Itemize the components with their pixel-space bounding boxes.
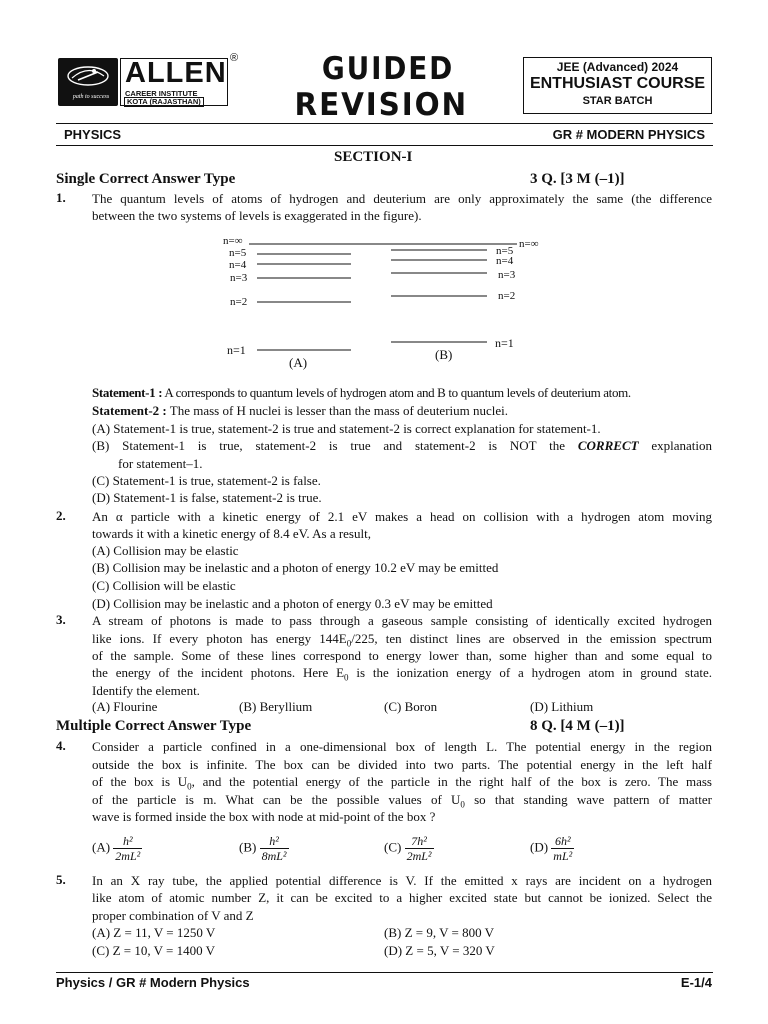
q1-statement1 bbox=[92, 384, 712, 402]
q4-line3-sub: 0 bbox=[187, 781, 192, 792]
multiple-correct-marks: 8 Q. [4 M (–1)] bbox=[530, 718, 625, 734]
footer-left: Physics / GR # Modern Physics bbox=[56, 975, 250, 990]
logo-wordmark bbox=[120, 58, 228, 106]
logo-emblem-icon bbox=[58, 58, 118, 106]
right-label-n3: n=3 bbox=[498, 269, 516, 281]
right-label-ninf: n=∞ bbox=[519, 238, 539, 250]
title-revision: REVISION bbox=[294, 87, 469, 123]
fraction-numerator: 6h² bbox=[551, 834, 574, 849]
q4-option-a bbox=[92, 834, 142, 863]
q3-line2-sub: 0 bbox=[346, 638, 352, 649]
q4-option-d bbox=[530, 834, 574, 863]
q5-number: 5. bbox=[56, 872, 66, 887]
q1-number: 1. bbox=[56, 190, 66, 205]
q4-text-line5: wave is formed inside the box with node at mid-point of the box ? bbox=[92, 809, 436, 824]
q1-text-line2: between the two systems of levels is exaggerated in the figure). bbox=[92, 208, 422, 223]
q3-line4-part2: is the ionization energy of a hydrogen atom in ground state. bbox=[348, 665, 712, 680]
statement1-label: Statement-1 : bbox=[92, 385, 163, 400]
q5-text-line3: proper combination of V and Z bbox=[92, 908, 254, 923]
header-rule-bottom bbox=[56, 145, 713, 146]
q4-option-a-fraction bbox=[113, 834, 142, 863]
logo-name: ALLEN bbox=[125, 57, 227, 89]
q4-text-line1: Consider a particle confined in a one-dimensional box of length L. The potential energy in the region bbox=[92, 739, 712, 754]
q4-option-b bbox=[239, 834, 289, 863]
logo-location: KOTA (RAJASTHAN) bbox=[124, 97, 204, 107]
footer-rule bbox=[56, 972, 713, 973]
left-label-n1: n=1 bbox=[227, 343, 246, 357]
left-label-n5: n=5 bbox=[229, 247, 247, 259]
q1-statement2 bbox=[92, 402, 712, 420]
q4-text-line2: outside the box is infinite. The box can be divided into two parts. The potential energy in the left half bbox=[92, 757, 712, 772]
figure-caption-a: (A) bbox=[289, 355, 308, 370]
fraction-denominator: 2mL² bbox=[406, 849, 432, 863]
subject-label: PHYSICS bbox=[64, 127, 122, 142]
q4-option-c bbox=[384, 834, 434, 863]
q1-option-d: (D) Statement-1 is false, statement-2 is true. bbox=[92, 490, 322, 505]
q1-option-b-pre: (B) Statement-1 is true, statement-2 is true and statement-2 is NOT the bbox=[92, 438, 566, 453]
course-box bbox=[523, 57, 712, 114]
q4-option-a-label: (A) bbox=[92, 839, 111, 855]
q5-option-a: (A) Z = 11, V = 1250 V bbox=[92, 925, 216, 940]
footer-page: E-1/4 bbox=[680, 975, 712, 990]
q2-option-b: (B) Collision may be inelastic and a photon of energy 10.2 eV may be emitted bbox=[92, 560, 499, 575]
q2-option-c: (C) Collision will be elastic bbox=[92, 578, 236, 593]
q3-line2-part1: like ions. If every photon has energy 144E bbox=[92, 631, 347, 646]
q3-text-line3: of the sample. Some of these lines correspond to energy lower than, some higher than and some equal to bbox=[92, 648, 712, 663]
left-label-ninf: n=∞ bbox=[223, 235, 243, 247]
q3-text-line1: A stream of photons is made to pass through a gaseous sample consisting of identically excited hydrogen bbox=[92, 613, 712, 628]
section-title: SECTION-I bbox=[334, 149, 413, 165]
q1-option-b-emphasis: CORRECT bbox=[577, 438, 639, 453]
right-label-n4: n=4 bbox=[496, 255, 514, 267]
allen-logo bbox=[56, 52, 239, 108]
logo-tagline: path to success bbox=[72, 94, 110, 100]
q3-option-c: (C) Boron bbox=[384, 699, 438, 714]
course-exam: JEE (Advanced) 2024 bbox=[556, 60, 679, 74]
q2-option-d: (D) Collision may be inelastic and a photon of energy 0.3 eV may be emitted bbox=[92, 596, 493, 611]
q3-line2-part2: /225, ten distinct lines are observed in the emission spectrum bbox=[351, 631, 712, 646]
q2-text-line1: An α particle with a kinetic energy of 2.1 eV makes a head on collision with a hydrogen atom moving bbox=[92, 509, 712, 524]
q3-number: 3. bbox=[56, 612, 66, 627]
q4-option-b-label: (B) bbox=[239, 839, 257, 855]
fraction-denominator: mL² bbox=[553, 849, 573, 863]
right-label-n2: n=2 bbox=[498, 290, 516, 302]
q3-line4-sub: 0 bbox=[344, 672, 349, 683]
course-batch: STAR BATCH bbox=[582, 95, 653, 107]
q5-option-d: (D) Z = 5, V = 320 V bbox=[384, 943, 495, 958]
q3-line4-part1: the energy of the incident photons. Here E bbox=[92, 665, 345, 680]
q5-text-line2: like atom of atomic number Z, it can be excited to a higher excited state but cannot be ionized. Select the bbox=[92, 890, 712, 905]
left-label-n3: n=3 bbox=[230, 272, 248, 284]
q4-line3-part2: , and the potential energy of the particle in the right half of the box is zero. The mass bbox=[191, 774, 712, 789]
q5-text-line1: In an X ray tube, the applied potential difference is V. If the emitted x rays are incident on a hydrogen bbox=[92, 873, 712, 888]
q4-line4-sub: 0 bbox=[460, 799, 465, 810]
logo-subtitle: CAREER INSTITUTE bbox=[125, 89, 198, 98]
header-rule-top bbox=[56, 123, 713, 124]
q1-option-b-post: explanation bbox=[651, 438, 713, 453]
q4-line3-part1: of the box is U bbox=[92, 774, 188, 789]
q4-line4-part1: of the particle is m. What can be the possible values of U bbox=[92, 792, 461, 807]
q4-option-c-label: (C) bbox=[384, 839, 402, 855]
q1-option-a: (A) Statement-1 is true, statement-2 is true and statement-2 is correct explanation for statement-1. bbox=[92, 421, 601, 436]
fraction-denominator: 8mL² bbox=[261, 849, 287, 863]
q1-option-b bbox=[92, 437, 712, 455]
fraction-numerator: h² bbox=[113, 834, 142, 849]
left-label-n4: n=4 bbox=[229, 259, 247, 271]
topic-label: GR # MODERN PHYSICS bbox=[552, 127, 705, 142]
q4-option-d-label: (D) bbox=[530, 839, 549, 855]
q4-number: 4. bbox=[56, 738, 66, 753]
multiple-correct-heading: Multiple Correct Answer Type bbox=[56, 718, 252, 734]
q4-option-b-fraction bbox=[260, 834, 289, 863]
q3-option-d: (D) Lithium bbox=[530, 699, 594, 714]
q5-option-b: (B) Z = 9, V = 800 V bbox=[384, 925, 495, 940]
q1-text-line1: The quantum levels of atoms of hydrogen and deuterium are only approximately the same (the difference bbox=[92, 191, 712, 206]
fraction-numerator: h² bbox=[260, 834, 289, 849]
energy-level-figure bbox=[215, 232, 555, 374]
fraction-numerator: 7h² bbox=[405, 834, 434, 849]
q3-option-a: (A) Flourine bbox=[92, 699, 158, 714]
registered-mark: ® bbox=[230, 52, 239, 64]
q2-number: 2. bbox=[56, 508, 66, 523]
statement1-text: A corresponds to quantum levels of hydrogen atom and B to quantum levels of deuterium atom. bbox=[164, 385, 631, 400]
statement2-label: Statement-2 : bbox=[92, 403, 167, 418]
q5-option-c: (C) Z = 10, V = 1400 V bbox=[92, 943, 216, 958]
q4-option-d-fraction bbox=[551, 834, 574, 863]
q1-option-c: (C) Statement-1 is true, statement-2 is false. bbox=[92, 473, 321, 488]
q2-option-a: (A) Collision may be elastic bbox=[92, 543, 239, 558]
right-label-n5: n=5 bbox=[496, 245, 514, 257]
course-name: ENTHUSIAST COURSE bbox=[529, 75, 706, 92]
figure-caption-b: (B) bbox=[435, 347, 453, 362]
q3-text-line5: Identify the element. bbox=[92, 683, 200, 698]
q2-text-line2: towards it with a kinetic energy of 8.4 eV. As a result, bbox=[92, 526, 371, 541]
fraction-denominator: 2mL² bbox=[115, 849, 141, 863]
right-label-n1: n=1 bbox=[495, 336, 514, 350]
left-label-n2: n=2 bbox=[230, 296, 248, 308]
statement2-text: The mass of H nuclei is lesser than the mass of deuterium nuclei. bbox=[169, 403, 509, 418]
q1-option-b-line2: for statement–1. bbox=[118, 456, 203, 471]
single-correct-heading: Single Correct Answer Type bbox=[56, 171, 236, 187]
single-correct-marks: 3 Q. [3 M (–1)] bbox=[530, 171, 625, 187]
q4-line4-part2: so that standing wave pattern of matter bbox=[464, 792, 712, 807]
q3-option-b: (B) Beryllium bbox=[239, 699, 313, 714]
q4-option-c-fraction bbox=[405, 834, 434, 863]
title-guided: GUIDED bbox=[321, 51, 455, 87]
